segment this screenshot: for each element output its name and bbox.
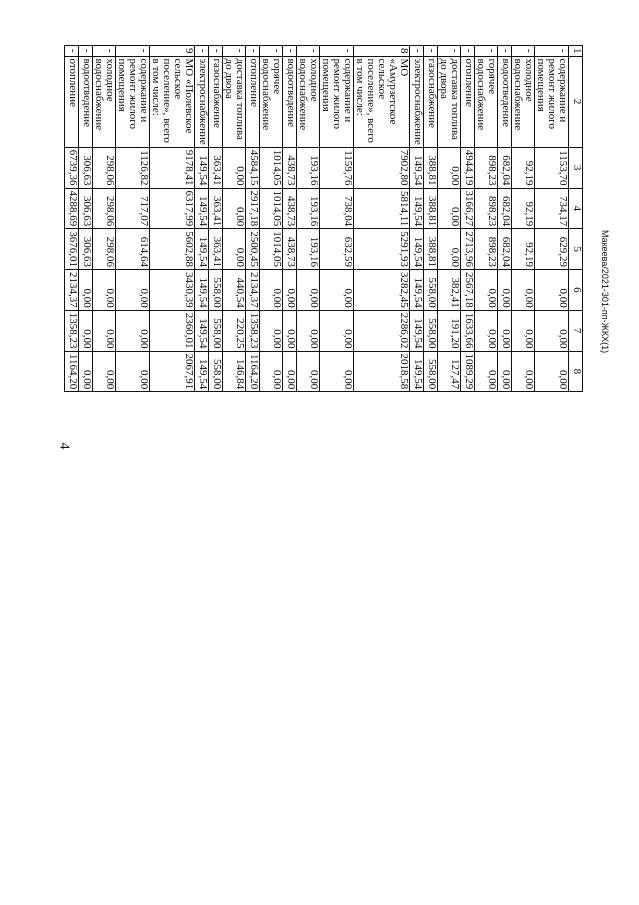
value-col6-cell: 0,00 (535, 270, 569, 311)
row-label-cell: холодное водоснабжение (512, 56, 535, 147)
value-col6-cell: 0,00 (260, 270, 283, 311)
value-col6-cell: 0,00 (512, 270, 535, 311)
value-col5-cell: 149,54 (410, 229, 424, 270)
row-number-cell: - (424, 46, 438, 57)
value-col7-cell: 191,20 (438, 310, 461, 351)
value-col6-cell: 558,00 (209, 270, 223, 311)
header-cell-5: 5 (569, 229, 583, 270)
value-col4-cell: 6317,99 (150, 188, 195, 229)
value-col3-cell: 1153,70 (535, 147, 569, 188)
row-number-cell: - (223, 46, 246, 57)
table-row (535, 46, 569, 392)
row-number-cell: 9 (150, 46, 195, 57)
table-row (79, 46, 93, 392)
value-col4-cell: 4288,69 (65, 188, 79, 229)
row-label-cell: отопление (461, 56, 475, 147)
row-number-cell: - (246, 46, 260, 57)
value-col8-cell: 0,00 (320, 351, 354, 392)
row-number-cell: - (260, 46, 283, 57)
table-row (354, 46, 410, 392)
row-label-cell: водоотведение (498, 56, 512, 147)
row-label-cell: электроснабжение (195, 56, 209, 147)
value-col3-cell: 682,04 (498, 147, 512, 188)
value-col6-cell: 558,00 (424, 270, 438, 311)
value-col8-cell: 0,00 (283, 351, 297, 392)
row-label-cell: горячее водоснабжение (260, 56, 283, 147)
value-col8-cell: 0,00 (475, 351, 498, 392)
value-col3-cell: 149,54 (410, 147, 424, 188)
value-col4-cell: 92,19 (512, 188, 535, 229)
document-code: Макеева/2021-301-пп-ЖКХ(1) (600, 230, 610, 354)
value-col7-cell: 0,00 (320, 310, 354, 351)
header-cell-3: 3 (569, 147, 583, 188)
value-col8-cell: 149,54 (195, 351, 209, 392)
value-col6-cell: 0,00 (93, 270, 116, 311)
value-col6-cell: 0,00 (79, 270, 93, 311)
value-col7-cell: 1358,23 (65, 310, 79, 351)
value-col3-cell: 92,19 (512, 147, 535, 188)
value-col3-cell: 7902,80 (354, 147, 410, 188)
value-col3-cell: 438,73 (283, 147, 297, 188)
value-col5-cell: 0,00 (438, 229, 461, 270)
value-col8-cell: 127,47 (438, 351, 461, 392)
row-label-cell: доставка топлива до двора (223, 56, 246, 147)
value-col7-cell: 149,54 (195, 310, 209, 351)
value-col5-cell: 3676,01 (65, 229, 79, 270)
row-number-cell: - (297, 46, 320, 57)
row-label-cell: содержание и ремонт жилого помещения (535, 56, 569, 147)
value-col4-cell: 306,63 (79, 188, 93, 229)
value-col6-cell: 440,54 (223, 270, 246, 311)
value-col5-cell: 438,73 (283, 229, 297, 270)
value-col4-cell: 149,54 (195, 188, 209, 229)
value-col4-cell: 3166,27 (461, 188, 475, 229)
table-row (438, 46, 461, 392)
table-row (498, 46, 512, 392)
value-col6-cell: 0,00 (498, 270, 512, 311)
value-col6-cell: 3282,45 (354, 270, 410, 311)
value-col8-cell: 146,84 (223, 351, 246, 392)
header-cell-6: 6 (569, 270, 583, 311)
tariff-table (64, 45, 583, 392)
value-col3-cell: 898,23 (475, 147, 498, 188)
row-label-cell: горячее водоснабжение (475, 56, 498, 147)
value-col7-cell: 0,00 (475, 310, 498, 351)
value-col3-cell: 6739,36 (65, 147, 79, 188)
row-number-cell: - (79, 46, 93, 57)
table-row (475, 46, 498, 392)
value-col8-cell: 1164,20 (246, 351, 260, 392)
value-col4-cell: 0,00 (223, 188, 246, 229)
header-cell-1: 1 (569, 46, 583, 57)
value-col5-cell: 614,64 (116, 229, 150, 270)
value-col5-cell: 632,59 (320, 229, 354, 270)
row-label-cell: электроснабжение (410, 56, 424, 147)
row-number-cell: - (93, 46, 116, 57)
table-row (246, 46, 260, 392)
table-row (223, 46, 246, 392)
value-col5-cell: 5291,93 (354, 229, 410, 270)
value-col8-cell: 0,00 (297, 351, 320, 392)
value-col7-cell: 220,25 (223, 310, 246, 351)
value-col5-cell: 92,19 (512, 229, 535, 270)
value-col4-cell: 149,54 (410, 188, 424, 229)
table-body (65, 46, 583, 392)
value-col8-cell: 0,00 (512, 351, 535, 392)
value-col6-cell: 0,00 (320, 270, 354, 311)
table-row (209, 46, 223, 392)
row-number-cell: - (461, 46, 475, 57)
value-col3-cell: 306,63 (79, 147, 93, 188)
value-col6-cell: 0,00 (475, 270, 498, 311)
row-number-cell: 8 (354, 46, 410, 57)
value-col7-cell: 0,00 (79, 310, 93, 351)
value-col5-cell: 306,63 (79, 229, 93, 270)
row-label-cell: холодное водоснабжение (297, 56, 320, 147)
value-col8-cell: 0,00 (79, 351, 93, 392)
value-col4-cell: 717,07 (116, 188, 150, 229)
value-col6-cell: 2567,18 (461, 270, 475, 311)
value-col3-cell: 388,81 (424, 147, 438, 188)
value-col5-cell: 0,00 (223, 229, 246, 270)
table-row (195, 46, 209, 392)
table-row (65, 46, 79, 392)
value-col8-cell: 0,00 (93, 351, 116, 392)
value-col6-cell: 0,00 (297, 270, 320, 311)
row-number-cell: - (195, 46, 209, 57)
value-col8-cell: 2018,58 (354, 351, 410, 392)
table-row (150, 46, 195, 392)
value-col7-cell: 0,00 (93, 310, 116, 351)
value-col5-cell: 388,81 (424, 229, 438, 270)
value-col4-cell: 898,23 (475, 188, 498, 229)
row-label-cell: содержание и ремонт жилого помещения (320, 56, 354, 147)
table-row (283, 46, 297, 392)
value-col6-cell: 2134,37 (246, 270, 260, 311)
value-col5-cell: 149,54 (195, 229, 209, 270)
value-col4-cell: 5814,11 (354, 188, 410, 229)
header-cell-4: 4 (569, 188, 583, 229)
value-col8-cell: 0,00 (260, 351, 283, 392)
value-col5-cell: 2713,96 (461, 229, 475, 270)
value-col3-cell: 0,00 (223, 147, 246, 188)
row-number-cell: - (320, 46, 354, 57)
row-number-cell: - (283, 46, 297, 57)
value-col7-cell: 0,00 (283, 310, 297, 351)
table-row (512, 46, 535, 392)
table-row (424, 46, 438, 392)
value-col4-cell: 1014,05 (260, 188, 283, 229)
value-col4-cell: 738,04 (320, 188, 354, 229)
value-col7-cell: 1358,23 (246, 310, 260, 351)
value-col8-cell: 0,00 (116, 351, 150, 392)
value-col7-cell: 558,00 (424, 310, 438, 351)
row-label-cell: водоотведение (283, 56, 297, 147)
table-header-row (569, 46, 583, 392)
rotated-table-frame (64, 45, 583, 392)
value-col3-cell: 4584,15 (246, 147, 260, 188)
value-col6-cell: 382,41 (438, 270, 461, 311)
value-col4-cell: 388,81 (424, 188, 438, 229)
row-label-cell: МО «Полевское сельское поселение», всего в том числе: (150, 56, 195, 147)
value-col3-cell: 193,16 (297, 147, 320, 188)
row-label-cell: холодное водоснабжение (93, 56, 116, 147)
value-col7-cell: 2360,01 (150, 310, 195, 351)
value-col4-cell: 682,04 (498, 188, 512, 229)
value-col6-cell: 0,00 (116, 270, 150, 311)
value-col5-cell: 363,41 (209, 229, 223, 270)
value-col4-cell: 734,17 (535, 188, 569, 229)
table-row (320, 46, 354, 392)
value-col5-cell: 1014,05 (260, 229, 283, 270)
value-col7-cell: 2286,02 (354, 310, 410, 351)
row-label-cell: газоснабжение (424, 56, 438, 147)
row-number-cell: - (438, 46, 461, 57)
value-col3-cell: 0,00 (438, 147, 461, 188)
value-col7-cell: 0,00 (297, 310, 320, 351)
value-col8-cell: 0,00 (498, 351, 512, 392)
value-col5-cell: 898,23 (475, 229, 498, 270)
value-col6-cell: 149,54 (410, 270, 424, 311)
value-col8-cell: 2067,91 (150, 351, 195, 392)
value-col3-cell: 1159,76 (320, 147, 354, 188)
value-col6-cell: 3430,39 (150, 270, 195, 311)
value-col7-cell: 0,00 (498, 310, 512, 351)
table-row (297, 46, 320, 392)
row-number-cell: - (475, 46, 498, 57)
value-col4-cell: 438,73 (283, 188, 297, 229)
value-col6-cell: 0,00 (283, 270, 297, 311)
value-col8-cell: 558,00 (209, 351, 223, 392)
row-label-cell: доставка топлива до двора (438, 56, 461, 147)
row-number-cell: - (116, 46, 150, 57)
value-col4-cell: 0,00 (438, 188, 461, 229)
value-col6-cell: 2134,37 (65, 270, 79, 311)
value-col8-cell: 1164,20 (65, 351, 79, 392)
value-col8-cell: 149,54 (410, 351, 424, 392)
value-col3-cell: 363,41 (209, 147, 223, 188)
value-col5-cell: 5602,88 (150, 229, 195, 270)
value-col5-cell: 682,04 (498, 229, 512, 270)
row-label-cell: газоснабжение (209, 56, 223, 147)
value-col5-cell: 629,29 (535, 229, 569, 270)
value-col7-cell: 149,54 (410, 310, 424, 351)
value-col3-cell: 4944,19 (461, 147, 475, 188)
value-col5-cell: 298,06 (93, 229, 116, 270)
value-col7-cell: 1633,66 (461, 310, 475, 351)
value-col8-cell: 1089,29 (461, 351, 475, 392)
row-number-cell: - (209, 46, 223, 57)
value-col7-cell: 0,00 (116, 310, 150, 351)
value-col3-cell: 1126,82 (116, 147, 150, 188)
value-col3-cell: 298,06 (93, 147, 116, 188)
header-cell-2: 2 (569, 56, 583, 147)
page-number: 4 (56, 442, 72, 450)
table-row (93, 46, 116, 392)
row-number-cell: - (535, 46, 569, 57)
value-col4-cell: 193,16 (297, 188, 320, 229)
table-row (116, 46, 150, 392)
row-label-cell: содержание и ремонт жилого помещения (116, 56, 150, 147)
value-col5-cell: 2500,45 (246, 229, 260, 270)
value-col8-cell: 558,00 (424, 351, 438, 392)
row-number-cell: - (410, 46, 424, 57)
value-col3-cell: 1014,05 (260, 147, 283, 188)
value-col8-cell: 0,00 (535, 351, 569, 392)
value-col4-cell: 298,06 (93, 188, 116, 229)
table-row (260, 46, 283, 392)
value-col7-cell: 0,00 (512, 310, 535, 351)
value-col4-cell: 363,41 (209, 188, 223, 229)
row-label-cell: водоотведение (79, 56, 93, 147)
header-cell-7: 7 (569, 310, 583, 351)
value-col3-cell: 149,54 (195, 147, 209, 188)
row-number-cell: - (65, 46, 79, 57)
value-col7-cell: 0,00 (260, 310, 283, 351)
header-cell-8: 8 (569, 351, 583, 392)
table-row (461, 46, 475, 392)
row-label-cell: МО «Амурзетское сельское поселение», всего в том числе: (354, 56, 410, 147)
table-row (410, 46, 424, 392)
value-col7-cell: 558,00 (209, 310, 223, 351)
value-col4-cell: 2917,18 (246, 188, 260, 229)
value-col7-cell: 0,00 (535, 310, 569, 351)
value-col5-cell: 193,16 (297, 229, 320, 270)
row-number-cell: - (512, 46, 535, 57)
row-number-cell: - (498, 46, 512, 57)
row-label-cell: отопление (65, 56, 79, 147)
row-label-cell: отопление (246, 56, 260, 147)
value-col3-cell: 9178,41 (150, 147, 195, 188)
value-col6-cell: 149,54 (195, 270, 209, 311)
